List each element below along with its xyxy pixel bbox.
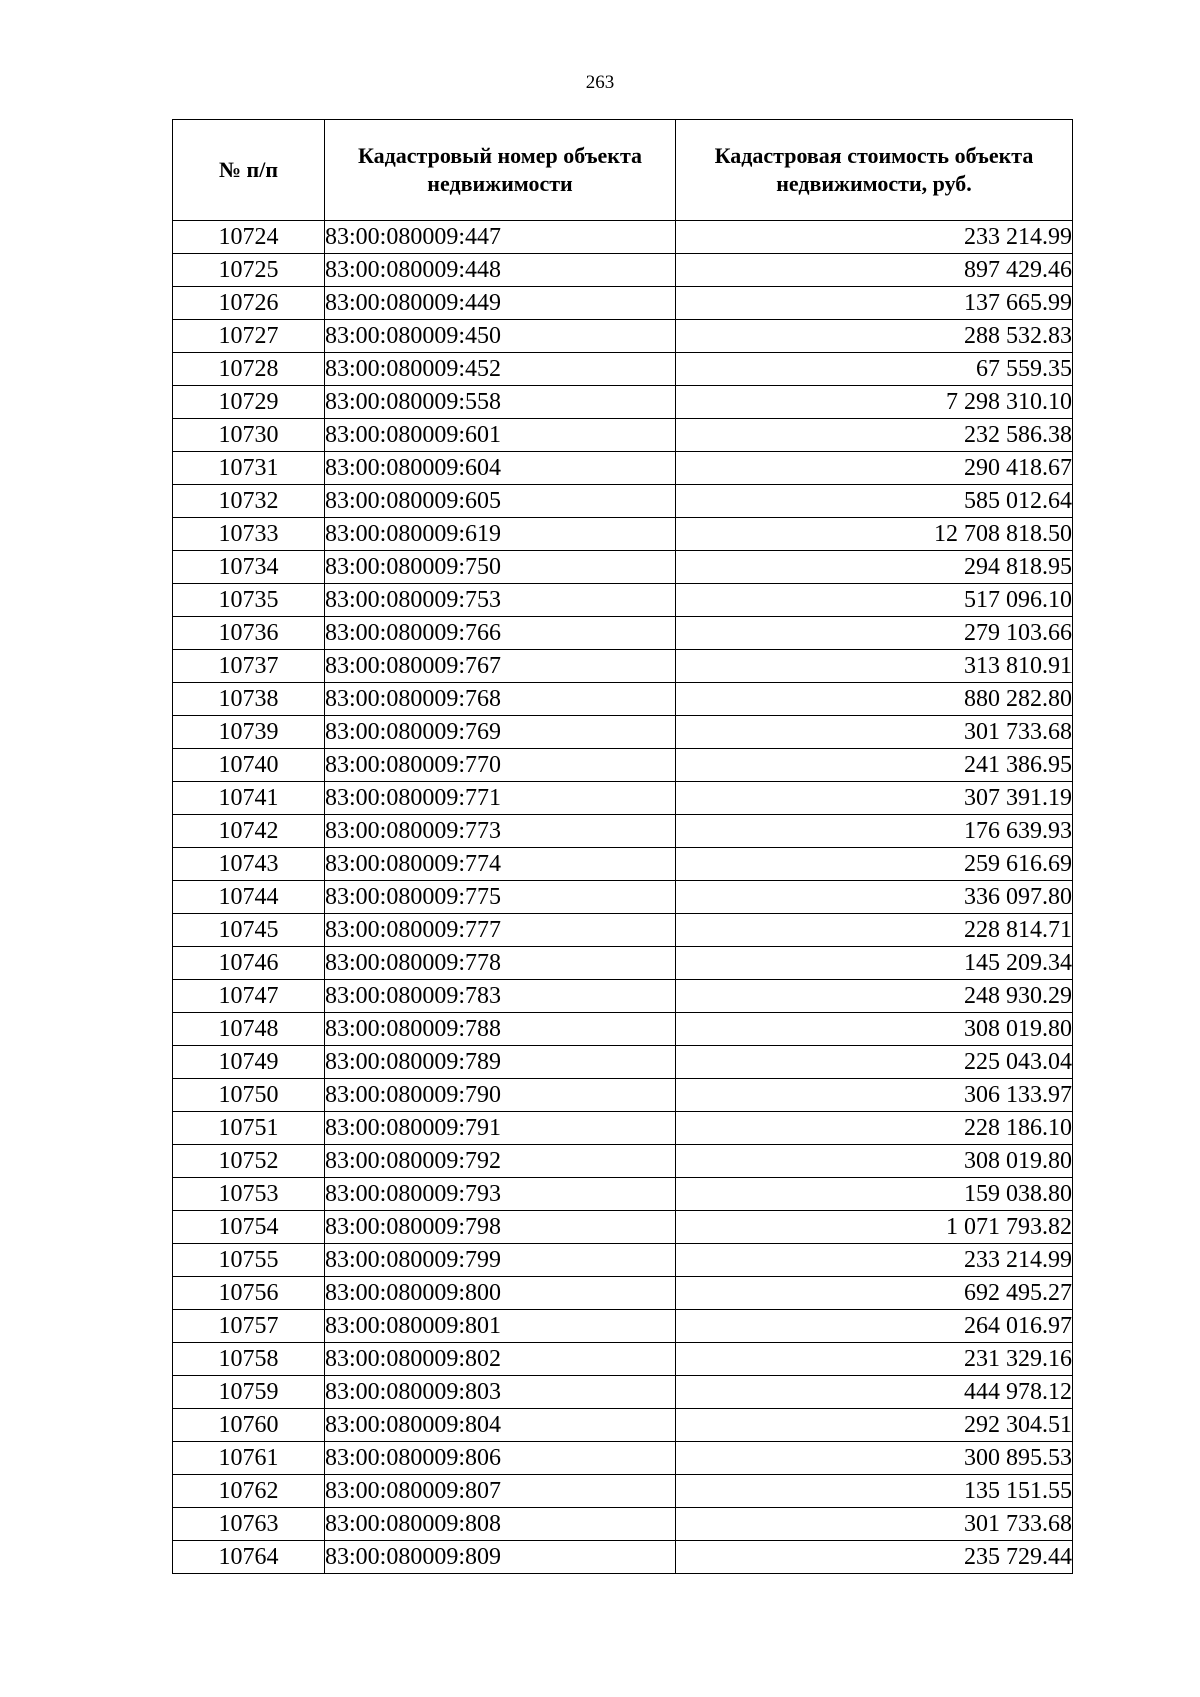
row-number: 10758: [173, 1343, 325, 1376]
table-row: [173, 1541, 1073, 1574]
cadastral-number: 83:00:080009:604: [325, 452, 676, 485]
cadastral-value: 228 186.10: [676, 1112, 1073, 1145]
row-number: 10760: [173, 1409, 325, 1442]
table-row: [173, 716, 1073, 749]
cadastral-value: 313 810.91: [676, 650, 1073, 683]
cadastral-value: 233 214.99: [676, 221, 1073, 254]
cadastral-number: 83:00:080009:778: [325, 947, 676, 980]
cadastral-number: 83:00:080009:801: [325, 1310, 676, 1343]
cadastral-value: 135 151.55: [676, 1475, 1073, 1508]
table-row: [173, 650, 1073, 683]
cadastral-value: 259 616.69: [676, 848, 1073, 881]
header-cadastral-value: Кадастровая стоимость объекта недвижимости, руб.: [676, 120, 1073, 221]
table-row: [173, 1475, 1073, 1508]
table-row: [173, 683, 1073, 716]
cadastral-number: 83:00:080009:808: [325, 1508, 676, 1541]
cadastral-number: 83:00:080009:605: [325, 485, 676, 518]
table-row: [173, 1343, 1073, 1376]
table-row: [173, 1211, 1073, 1244]
table-row: [173, 254, 1073, 287]
cadastral-value: 292 304.51: [676, 1409, 1073, 1442]
row-number: 10735: [173, 584, 325, 617]
cadastral-value: 248 930.29: [676, 980, 1073, 1013]
header-cadastral-number: Кадастровый номер объекта недвижимости: [325, 120, 676, 221]
cadastral-number: 83:00:080009:783: [325, 980, 676, 1013]
row-number: 10731: [173, 452, 325, 485]
cadastral-value: 897 429.46: [676, 254, 1073, 287]
cadastral-number: 83:00:080009:775: [325, 881, 676, 914]
cadastral-number: 83:00:080009:788: [325, 1013, 676, 1046]
cadastral-number: 83:00:080009:769: [325, 716, 676, 749]
table-row: [173, 1178, 1073, 1211]
cadastral-value: 159 038.80: [676, 1178, 1073, 1211]
cadastral-value: 241 386.95: [676, 749, 1073, 782]
cadastral-value: 225 043.04: [676, 1046, 1073, 1079]
cadastral-value: 228 814.71: [676, 914, 1073, 947]
table-body: [173, 221, 1073, 1574]
cadastral-value: 176 639.93: [676, 815, 1073, 848]
cadastral-number: 83:00:080009:804: [325, 1409, 676, 1442]
cadastral-value: 308 019.80: [676, 1013, 1073, 1046]
table-row: [173, 287, 1073, 320]
row-number: 10736: [173, 617, 325, 650]
table-row: [173, 1376, 1073, 1409]
cadastral-value: 12 708 818.50: [676, 518, 1073, 551]
cadastral-value: 306 133.97: [676, 1079, 1073, 1112]
cadastral-value: 233 214.99: [676, 1244, 1073, 1277]
cadastral-number: 83:00:080009:777: [325, 914, 676, 947]
table-row: [173, 320, 1073, 353]
table-row: [173, 815, 1073, 848]
cadastral-value: 145 209.34: [676, 947, 1073, 980]
row-number: 10752: [173, 1145, 325, 1178]
row-number: 10748: [173, 1013, 325, 1046]
cadastral-value: 301 733.68: [676, 1508, 1073, 1541]
table-row: [173, 419, 1073, 452]
row-number: 10726: [173, 287, 325, 320]
row-number: 10755: [173, 1244, 325, 1277]
row-number: 10751: [173, 1112, 325, 1145]
table-row: [173, 386, 1073, 419]
cadastral-number: 83:00:080009:807: [325, 1475, 676, 1508]
page-number: 263: [585, 72, 615, 93]
cadastral-value: 692 495.27: [676, 1277, 1073, 1310]
row-number: 10737: [173, 650, 325, 683]
row-number: 10734: [173, 551, 325, 584]
row-number: 10730: [173, 419, 325, 452]
cadastral-value-table: [172, 119, 1073, 1574]
cadastral-number: 83:00:080009:800: [325, 1277, 676, 1310]
cadastral-number: 83:00:080009:799: [325, 1244, 676, 1277]
row-number: 10750: [173, 1079, 325, 1112]
cadastral-number: 83:00:080009:753: [325, 584, 676, 617]
table-row: [173, 485, 1073, 518]
cadastral-value: 307 391.19: [676, 782, 1073, 815]
cadastral-number: 83:00:080009:773: [325, 815, 676, 848]
cadastral-number: 83:00:080009:771: [325, 782, 676, 815]
cadastral-number: 83:00:080009:601: [325, 419, 676, 452]
cadastral-value: 294 818.95: [676, 551, 1073, 584]
table-row: [173, 221, 1073, 254]
row-number: 10738: [173, 683, 325, 716]
row-number: 10742: [173, 815, 325, 848]
cadastral-number: 83:00:080009:798: [325, 1211, 676, 1244]
table-row: [173, 980, 1073, 1013]
cadastral-value: 585 012.64: [676, 485, 1073, 518]
row-number: 10756: [173, 1277, 325, 1310]
row-number: 10741: [173, 782, 325, 815]
cadastral-number: 83:00:080009:806: [325, 1442, 676, 1475]
cadastral-value: 301 733.68: [676, 716, 1073, 749]
table-header-row: [173, 120, 1073, 221]
table-row: [173, 1046, 1073, 1079]
cadastral-number: 83:00:080009:793: [325, 1178, 676, 1211]
cadastral-number: 83:00:080009:558: [325, 386, 676, 419]
header-num: № п/п: [173, 120, 325, 221]
row-number: 10727: [173, 320, 325, 353]
row-number: 10763: [173, 1508, 325, 1541]
table-row: [173, 551, 1073, 584]
row-number: 10724: [173, 221, 325, 254]
table-row: [173, 947, 1073, 980]
cadastral-value: 232 586.38: [676, 419, 1073, 452]
table-row: [173, 881, 1073, 914]
cadastral-value: 290 418.67: [676, 452, 1073, 485]
row-number: 10749: [173, 1046, 325, 1079]
cadastral-value: 444 978.12: [676, 1376, 1073, 1409]
row-number: 10745: [173, 914, 325, 947]
cadastral-value: 300 895.53: [676, 1442, 1073, 1475]
row-number: 10728: [173, 353, 325, 386]
table-row: [173, 1277, 1073, 1310]
cadastral-number: 83:00:080009:766: [325, 617, 676, 650]
cadastral-number: 83:00:080009:767: [325, 650, 676, 683]
cadastral-value: 336 097.80: [676, 881, 1073, 914]
cadastral-number: 83:00:080009:803: [325, 1376, 676, 1409]
row-number: 10754: [173, 1211, 325, 1244]
cadastral-number: 83:00:080009:619: [325, 518, 676, 551]
cadastral-number: 83:00:080009:449: [325, 287, 676, 320]
table-row: [173, 1079, 1073, 1112]
table-row: [173, 749, 1073, 782]
cadastral-value: 308 019.80: [676, 1145, 1073, 1178]
table-row: [173, 584, 1073, 617]
table-row: [173, 1244, 1073, 1277]
cadastral-number: 83:00:080009:750: [325, 551, 676, 584]
cadastral-value: 231 329.16: [676, 1343, 1073, 1376]
table-row: [173, 1508, 1073, 1541]
table-row: [173, 1409, 1073, 1442]
cadastral-number: 83:00:080009:809: [325, 1541, 676, 1574]
table-row: [173, 848, 1073, 881]
cadastral-number: 83:00:080009:774: [325, 848, 676, 881]
row-number: 10746: [173, 947, 325, 980]
table-row: [173, 452, 1073, 485]
table-row: [173, 617, 1073, 650]
cadastral-value: 137 665.99: [676, 287, 1073, 320]
row-number: 10761: [173, 1442, 325, 1475]
row-number: 10747: [173, 980, 325, 1013]
row-number: 10744: [173, 881, 325, 914]
table-row: [173, 1112, 1073, 1145]
row-number: 10729: [173, 386, 325, 419]
row-number: 10732: [173, 485, 325, 518]
cadastral-number: 83:00:080009:770: [325, 749, 676, 782]
table-row: [173, 518, 1073, 551]
cadastral-number: 83:00:080009:790: [325, 1079, 676, 1112]
cadastral-number: 83:00:080009:802: [325, 1343, 676, 1376]
row-number: 10764: [173, 1541, 325, 1574]
cadastral-value: 1 071 793.82: [676, 1211, 1073, 1244]
table-row: [173, 1442, 1073, 1475]
cadastral-value: 880 282.80: [676, 683, 1073, 716]
row-number: 10759: [173, 1376, 325, 1409]
cadastral-number: 83:00:080009:791: [325, 1112, 676, 1145]
table-row: [173, 914, 1073, 947]
cadastral-number: 83:00:080009:450: [325, 320, 676, 353]
cadastral-value: 67 559.35: [676, 353, 1073, 386]
cadastral-number: 83:00:080009:792: [325, 1145, 676, 1178]
row-number: 10743: [173, 848, 325, 881]
cadastral-value: 235 729.44: [676, 1541, 1073, 1574]
cadastral-value: 517 096.10: [676, 584, 1073, 617]
table-row: [173, 353, 1073, 386]
table-row: [173, 1145, 1073, 1178]
row-number: 10753: [173, 1178, 325, 1211]
row-number: 10733: [173, 518, 325, 551]
row-number: 10739: [173, 716, 325, 749]
cadastral-number: 83:00:080009:768: [325, 683, 676, 716]
cadastral-number: 83:00:080009:448: [325, 254, 676, 287]
cadastral-number: 83:00:080009:447: [325, 221, 676, 254]
cadastral-value: 288 532.83: [676, 320, 1073, 353]
row-number: 10725: [173, 254, 325, 287]
table-row: [173, 1013, 1073, 1046]
cadastral-number: 83:00:080009:452: [325, 353, 676, 386]
row-number: 10740: [173, 749, 325, 782]
cadastral-value: 7 298 310.10: [676, 386, 1073, 419]
table-row: [173, 782, 1073, 815]
table-row: [173, 1310, 1073, 1343]
cadastral-value: 279 103.66: [676, 617, 1073, 650]
cadastral-value: 264 016.97: [676, 1310, 1073, 1343]
cadastral-number: 83:00:080009:789: [325, 1046, 676, 1079]
row-number: 10757: [173, 1310, 325, 1343]
row-number: 10762: [173, 1475, 325, 1508]
